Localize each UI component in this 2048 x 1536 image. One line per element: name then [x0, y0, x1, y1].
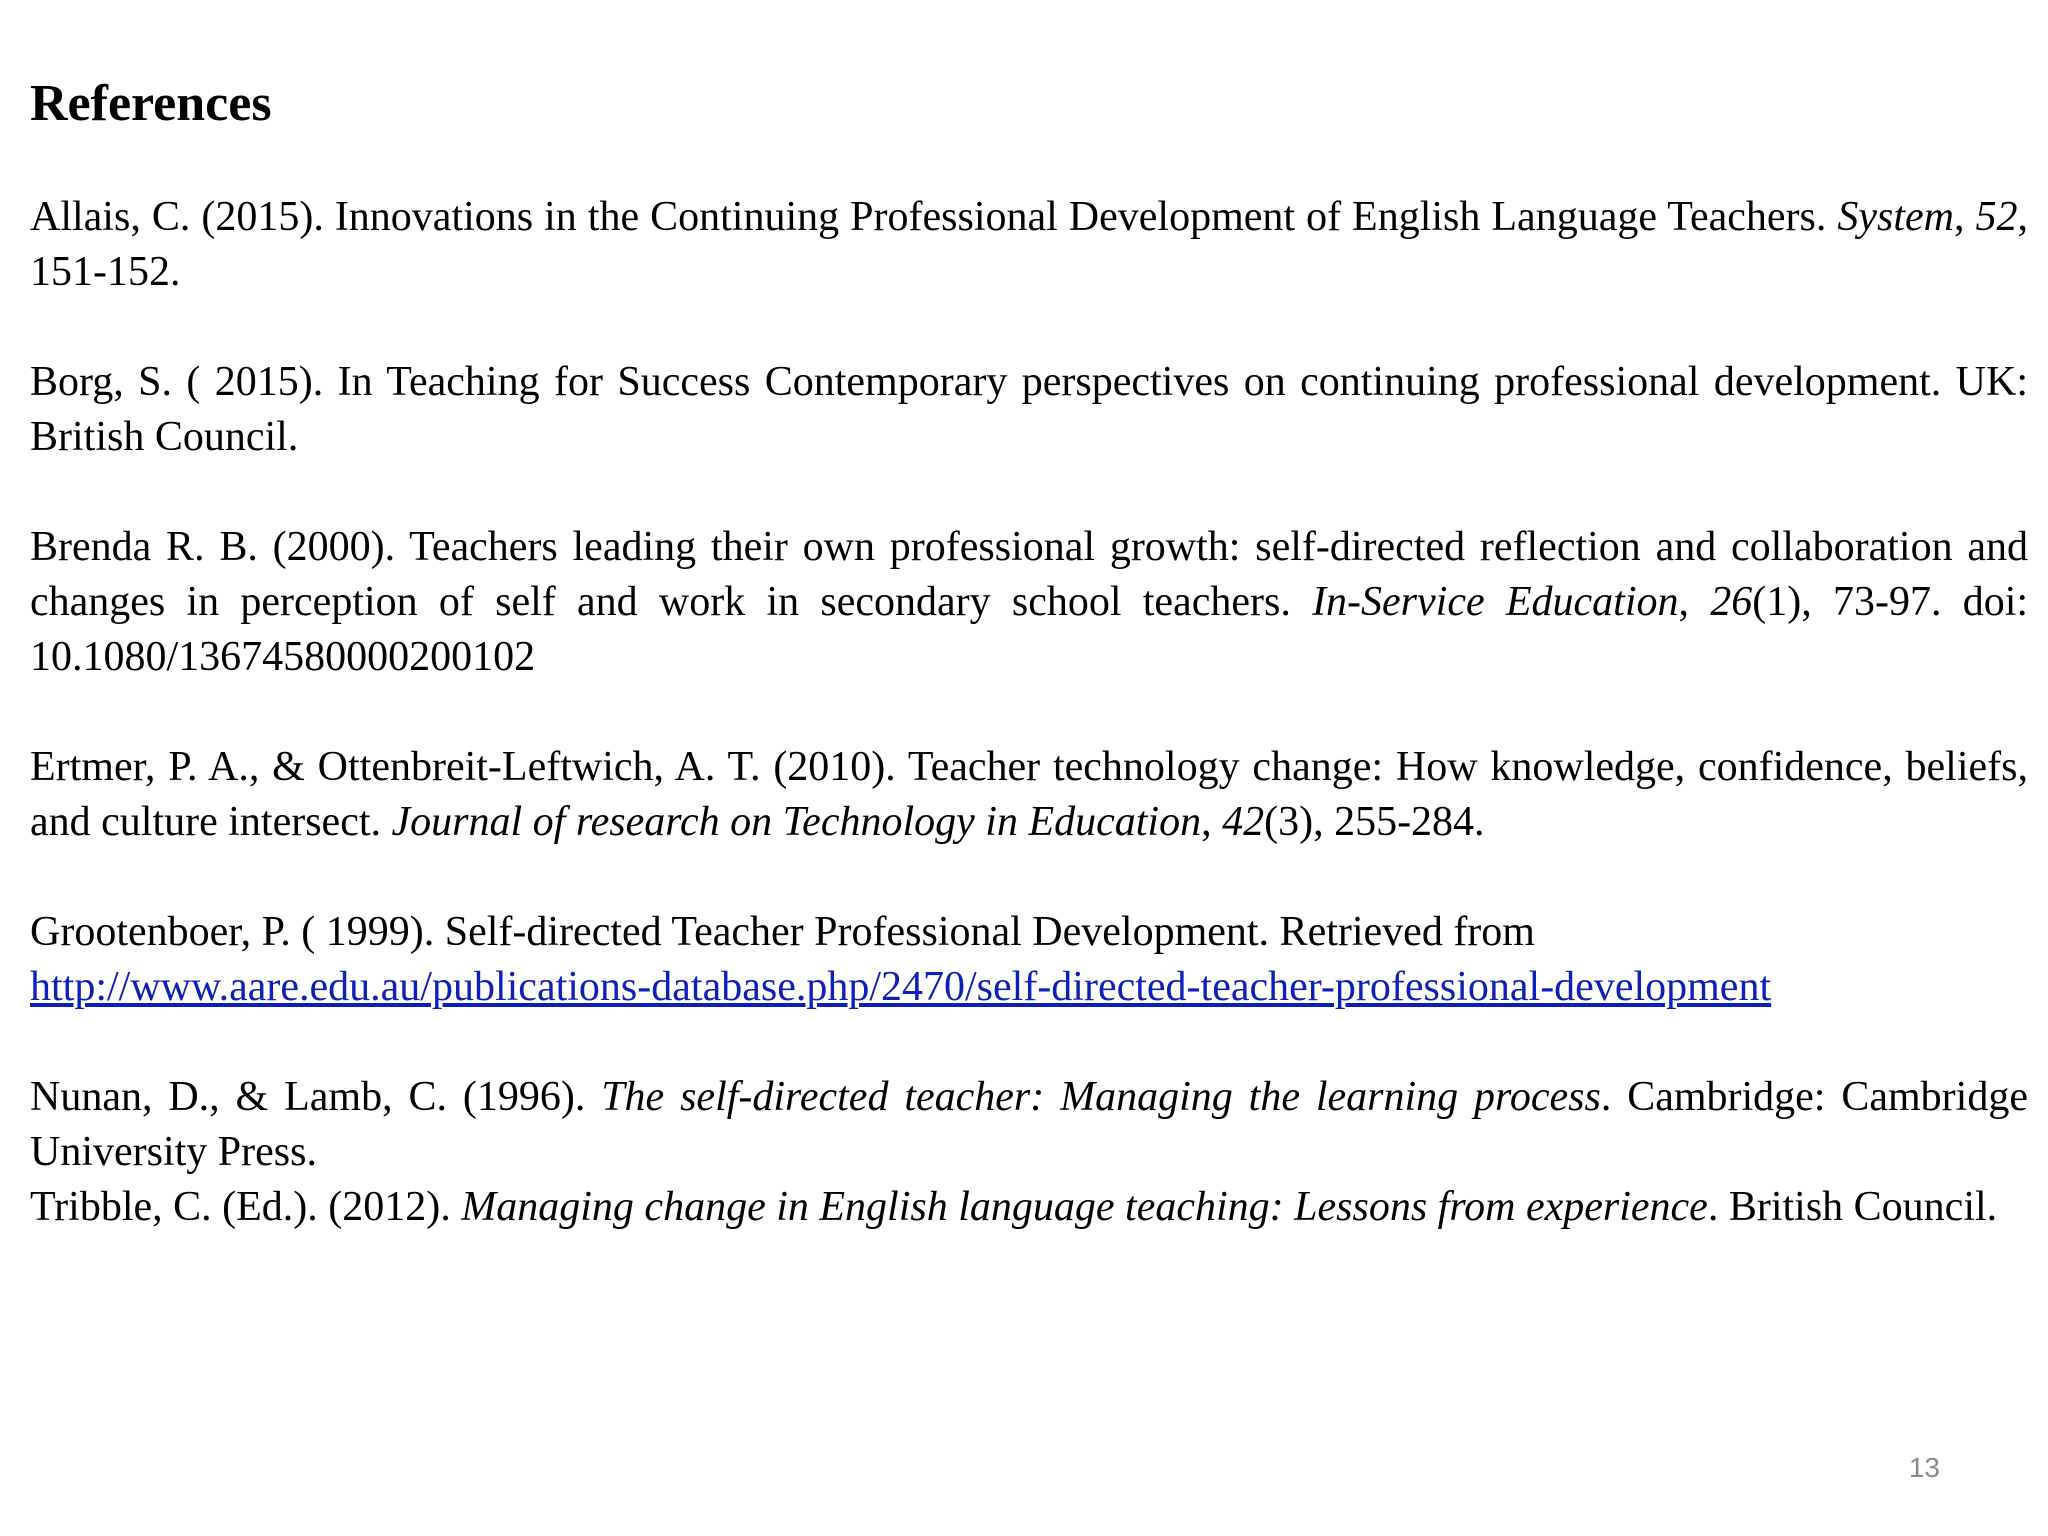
journal-title: System	[1837, 194, 1954, 240]
book-title: The self-directed teacher: Managing the learning process	[601, 1074, 1601, 1120]
reference-borg-2015	[30, 355, 2028, 465]
journal-volume: 42	[1222, 799, 1265, 845]
reference-grootenboer-1999	[30, 905, 2028, 1015]
reference-text: ,	[1201, 799, 1223, 845]
reference-text: Allais, C. (2015). Innovations in the Continuing Professional Development of English Language Teachers.	[30, 194, 1838, 240]
reference-tribble-2012	[30, 1180, 2028, 1235]
page-number: 13	[1908, 1452, 1940, 1483]
reference-nunan-1996	[30, 1070, 2028, 1180]
reference-text: . Cambridge: Cambridge University Press.	[30, 1074, 2028, 1175]
reference-text: (3), 255-284.	[1264, 799, 1485, 845]
reference-text: Grootenboer, P. ( 1999). Self-directed Teacher Professional Development. Retrieved from	[30, 909, 1535, 955]
reference-text: Brenda R. B. (2000). Teachers leading their own professional growth: self-directed reflection and collaboration and changes in perception of self and work in secondary school teachers.	[30, 524, 2028, 625]
reference-text: Nunan, D., & Lamb, C. (1996).	[30, 1074, 602, 1120]
reference-text: ,	[1678, 579, 1711, 625]
reference-text: Borg, S. ( 2015). In Teaching for Success Contemporary perspectives on continuing professional development. UK: British Council.	[30, 359, 2028, 460]
journal-volume: 26	[1710, 579, 1753, 625]
reference-allais-2015	[30, 190, 2028, 300]
journal-volume: 52	[1975, 194, 2018, 240]
reference-ertmer-2010	[30, 740, 2028, 850]
book-title: Managing change in English language teaching: Lessons from experience	[461, 1184, 1708, 1230]
journal-title: Journal of research on Technology in Education	[391, 799, 1202, 845]
reference-text: . British Council.	[1707, 1184, 1998, 1230]
reference-url-link[interactable]: http://www.aare.edu.au/publications-database.php/2470/self-directed-teacher-professional-development	[30, 964, 1772, 1010]
reference-text: , 151-152.	[30, 194, 2029, 295]
slide-title: References	[30, 75, 272, 132]
reference-text: Ertmer, P. A., & Ottenbreit-Leftwich, A. T. (2010). Teacher technology change: How knowledge, confidence, beliefs, and culture intersect.	[30, 744, 2028, 845]
reference-text: Tribble, C. (Ed.). (2012).	[30, 1184, 462, 1230]
reference-brenda-2000	[30, 520, 2028, 685]
reference-text: ,	[1954, 194, 1976, 240]
reference-text: (1), 73-97. doi: 10.1080/13674580000200102	[30, 579, 2029, 680]
journal-title: In-Service Education	[1312, 579, 1679, 625]
reference-list	[30, 190, 2028, 1235]
